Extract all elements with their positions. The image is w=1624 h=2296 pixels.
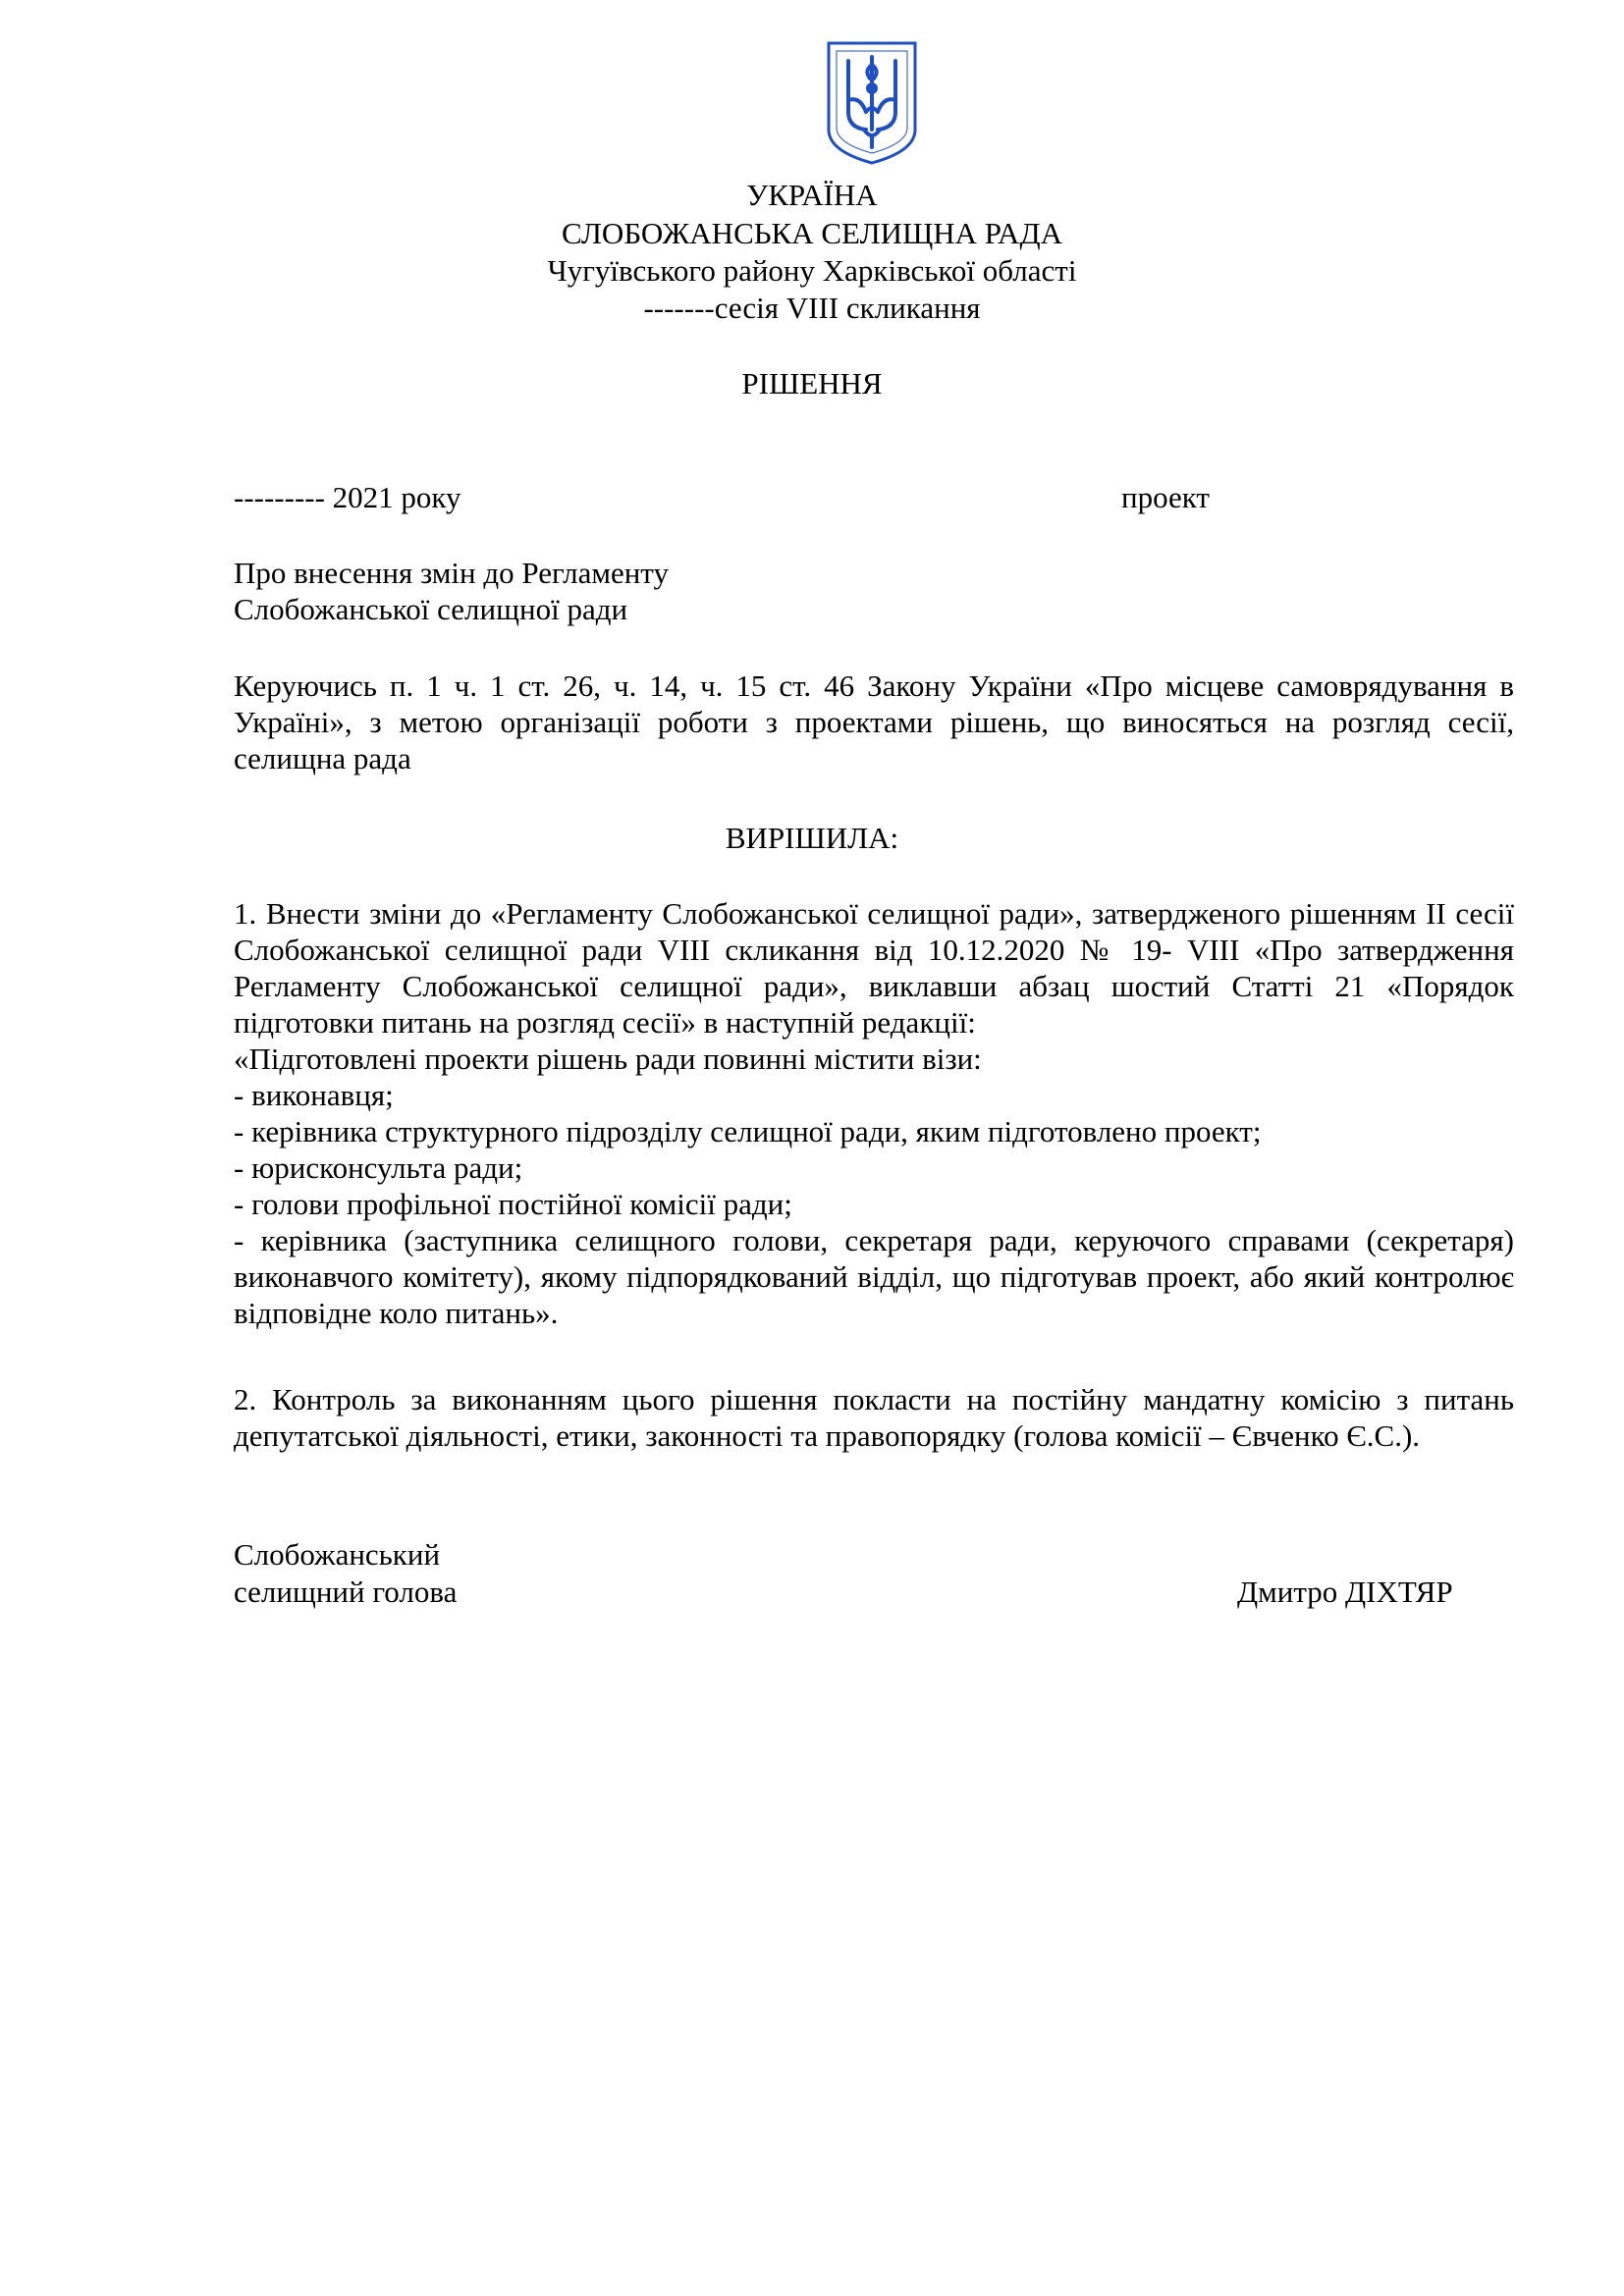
list-item: - голови профільної постійної комісії ради; (234, 1187, 792, 1221)
draft-mark: проект (1121, 480, 1210, 514)
decision-item-2: 2. Контроль за виконанням цього рішення покласти на постійну мандатну комісію з питань депутатської діяльності, етики, законності та правопорядку (голова комісії – Євченко Є.С.). (234, 1382, 1514, 1453)
coat-of-arms-icon (825, 39, 919, 167)
document-date: --------- 2021 року (234, 480, 461, 514)
item-1-text: 1. Внести зміни до «Регламенту Слобожанської селищної ради», затвердженого рішенням II сесії Слобожанської селищної ради VIII скликання від 10.12.2020 № 19- VIII «Про затвердження Регламенту Слобожанської селищної ради», виклавши абзац шостий Статті 21 «Порядок підготовки питань на розгляд сесії» в наступній редакції: (234, 896, 1514, 1040)
subject-line-2: Слобожанської селищної ради (234, 592, 628, 626)
quote-intro: «Підготовлені проекти рішень ради повинні містити візи: (234, 1041, 982, 1076)
document-type: РІШЕННЯ (741, 366, 883, 400)
signature-title-line-2: селищний голова (234, 1575, 458, 1609)
header-council: СЛОБОЖАНСЬКА СЕЛИЩНА РАДА (562, 216, 1062, 250)
header-session: -------сесія VIII скликання (643, 291, 981, 325)
list-item: - юрисконсульта ради; (234, 1150, 523, 1185)
signatory-name: Дмитро ДІХТЯР (1237, 1575, 1453, 1609)
list-item: - керівника (заступника селищного голови, секретаря ради, керуючого справами (секретаря) виконавчого комітету), якому підпорядкований відділ, що підготував проект, або який контролює відповідне коло питань». (234, 1223, 1514, 1330)
header-region: Чугуївського району Харківської області (547, 253, 1077, 288)
decision-item-1 (234, 895, 1514, 1331)
list-item: - виконавця; (234, 1078, 394, 1112)
header-country: УКРАЇНА (746, 178, 878, 212)
list-item: - керівника структурного підрозділу селищної ради, яким підготовлено проект; (234, 1114, 1262, 1148)
decided-heading: ВИРІШИЛА: (725, 821, 899, 855)
subject-line-1: Про внесення змін до Регламенту (234, 556, 669, 590)
signature-title-line-1: Слобожанський (234, 1537, 441, 1572)
preamble-text: Керуючись п. 1 ч. 1 ст. 26, ч. 14, ч. 15 ст. 46 Закону України «Про місцеве самоврядування в Україні», з метою організації роботи з проектами рішень, що виносяться на розгляд сесії, селищна рада (234, 668, 1514, 775)
